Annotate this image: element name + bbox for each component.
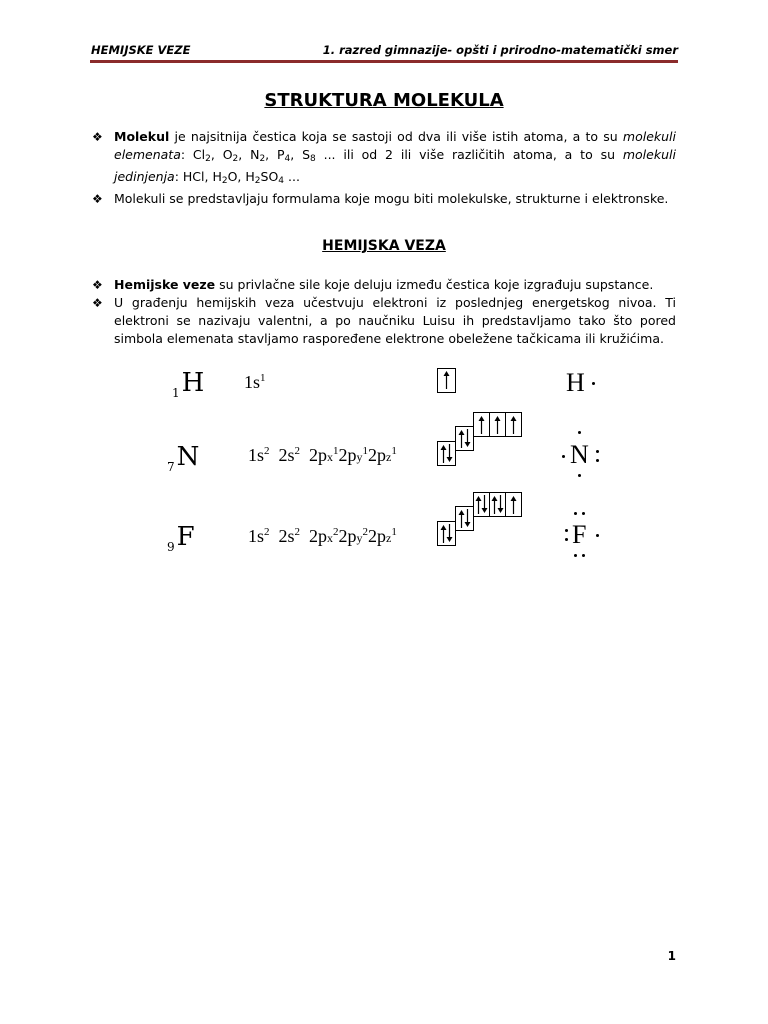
electrons: 2 <box>264 445 270 457</box>
orbital: 2s <box>278 526 295 546</box>
header-right: 1. razred gimnazije- opšti i prirodno-matematički smer <box>322 43 678 57</box>
electron-dot <box>578 431 581 434</box>
text: je najsitnija čestica koja se sastoji od dva ili više istih atoma, a to su <box>169 129 623 144</box>
sub: 2 <box>221 176 228 186</box>
electrons: 1 <box>260 372 266 384</box>
element-hydrogen <box>172 368 204 400</box>
config-nitrogen <box>248 445 397 466</box>
text: ... <box>284 169 300 184</box>
text: , S <box>290 147 311 162</box>
sub: 2 <box>205 154 211 164</box>
sub: 2 <box>232 154 239 164</box>
electron-dot <box>592 382 595 385</box>
orbital-axis: z <box>386 450 392 464</box>
bullet-diamond-icon: ❖ <box>92 278 103 292</box>
element-nitrogen <box>167 442 199 474</box>
electrons: 2 <box>333 526 339 538</box>
electron-dot <box>565 529 568 532</box>
bullet-diamond-icon: ❖ <box>92 192 103 206</box>
sub: 8 <box>310 154 316 164</box>
page-title: STRUKTURA MOLEKULA <box>264 90 504 111</box>
bullet-diamond-icon: ❖ <box>92 296 103 310</box>
text: su privlačne sile koje deluju između čestica koje izgrađuju supstance. <box>215 277 654 292</box>
text: Molekuli se predstavljaju formulama koje mogu biti molekulske, strukturne i elektronske. <box>114 191 669 206</box>
sub: 4 <box>278 176 285 186</box>
electrons: 2 <box>362 526 369 538</box>
element-symbol: H <box>181 368 205 398</box>
electrons: 2 <box>294 526 301 538</box>
orbital: 2p <box>309 526 328 546</box>
section-title: HEMIJSKA VEZA <box>322 238 446 254</box>
electrons: 1 <box>362 445 369 457</box>
electrons: 1 <box>391 445 397 457</box>
electron-dot <box>582 512 585 515</box>
term-hemijske-veze: Hemijske veze <box>114 277 216 292</box>
element-symbol: N <box>570 440 589 469</box>
text: ... ili od 2 ili više različitih atoma, a to su <box>315 147 623 162</box>
text: O, H <box>227 169 255 184</box>
electrons: 2 <box>294 445 301 457</box>
orbital: 2s <box>278 445 295 465</box>
orbital-axis: x <box>327 531 334 545</box>
sub: 2 <box>254 176 261 186</box>
orbital: 1s <box>248 526 265 546</box>
orbital: 1s <box>244 372 261 392</box>
bullet-diamond-icon: ❖ <box>92 130 103 144</box>
header-left: HEMIJSKE VEZE <box>91 43 191 57</box>
text: , O <box>210 147 233 162</box>
orbital-box-hydrogen <box>437 368 457 394</box>
element-symbol: H <box>566 368 585 397</box>
electron-dot <box>582 554 585 557</box>
sub: 2 <box>259 154 266 164</box>
config-fluorine <box>248 526 397 547</box>
electron-dot <box>574 512 577 515</box>
orbital-axis: y <box>356 450 363 464</box>
orbital: 2p <box>338 526 357 546</box>
sub: 4 <box>284 154 291 164</box>
electron-dot <box>578 474 581 477</box>
electron-dot <box>596 534 599 537</box>
orbital: 1s <box>248 445 265 465</box>
lewis-nitrogen <box>558 430 608 480</box>
orbital: 2p <box>368 445 387 465</box>
term-molekuli-jedinjenja: molekuli jedinjenja <box>114 147 676 184</box>
lewis-hydrogen <box>566 368 606 402</box>
lewis-fluorine <box>558 510 608 560</box>
orbital: 2p <box>338 445 357 465</box>
page-number: 1 <box>667 949 676 963</box>
orbital-axis: y <box>356 531 363 545</box>
term-molekuli-elemenata: molekuli elemenata <box>114 129 676 162</box>
element-fluorine <box>167 522 195 554</box>
orbital-boxes-nitrogen <box>437 412 525 468</box>
element-symbol: N <box>176 442 200 472</box>
text: , P <box>265 147 285 162</box>
text: SO <box>260 169 279 184</box>
electrons: 2 <box>264 526 270 538</box>
electrons: 1 <box>391 526 397 538</box>
orbital-axis: x <box>327 450 334 464</box>
config-hydrogen <box>244 372 266 393</box>
electron-dot <box>596 459 599 462</box>
orbital: 2p <box>368 526 387 546</box>
element-symbol: F <box>176 522 195 552</box>
element-symbol: F <box>572 520 587 549</box>
text: : Cl <box>180 147 206 162</box>
text: U građenju hemijskih veza učestvuju elektroni iz poslednjeg energetskog nivoa. Ti elektroni se nazivaju valentni, a po naučniku Luisu ih predstavljamo tako što pored simbola elemenata stavljamo raspoređene elektrone obeležene tačkicama ili kružićima. <box>114 295 676 346</box>
electron-dot <box>562 455 565 458</box>
electrons: 1 <box>333 445 339 457</box>
text: , N <box>238 147 260 162</box>
electron-dot <box>565 538 568 541</box>
orbital-boxes-fluorine <box>437 492 525 548</box>
atomic-number: 7 <box>167 460 175 474</box>
atomic-number: 1 <box>172 386 180 400</box>
text: : HCl, H <box>174 169 222 184</box>
orbital-axis: z <box>386 531 392 545</box>
term-molekul: Molekul <box>114 129 170 144</box>
electron-dot <box>574 554 577 557</box>
electron-dot <box>596 450 599 453</box>
atomic-number: 9 <box>167 540 175 554</box>
orbital: 2p <box>309 445 328 465</box>
